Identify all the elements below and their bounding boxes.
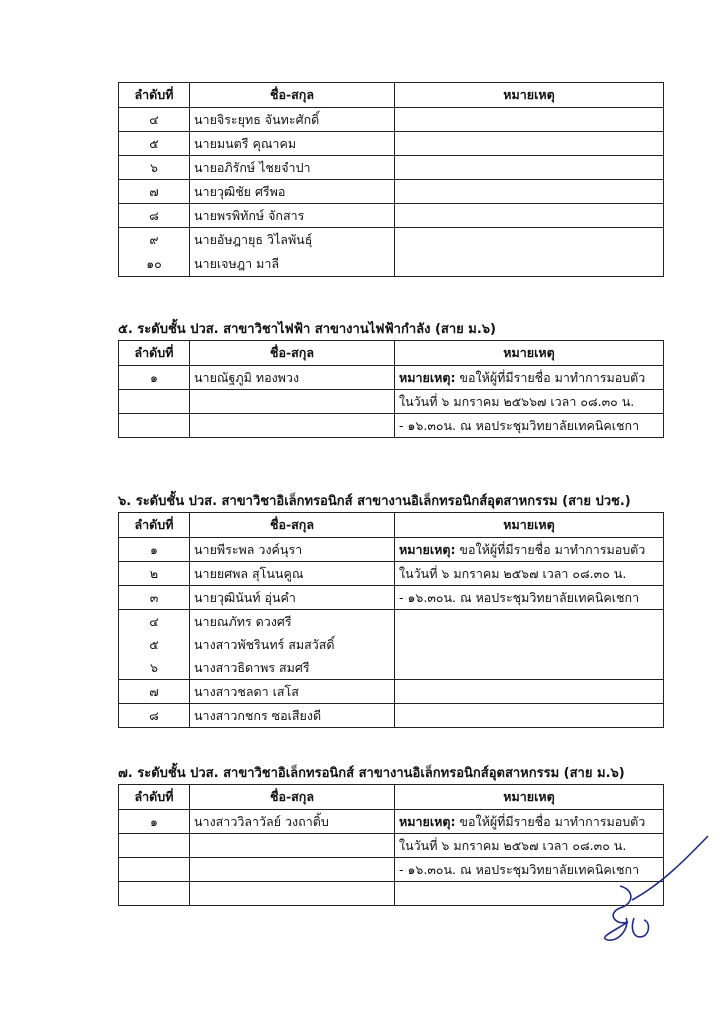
note-line3: - ๑๖.๓๐น. ณ หอประชุมวิทยาลัยเทคนิคเชกา xyxy=(395,414,664,438)
header-note: หมายเหตุ xyxy=(395,83,664,108)
name-cell xyxy=(190,834,395,858)
section6-heading: ๖. ระดับชั้น ปวส. สาขาวิชาอิเล็กทรอนิกส์ สาขางานอิเล็กทรอนิกส์อุตสาหกรรม (สาย ปวช.) xyxy=(118,494,631,509)
table-row xyxy=(119,858,664,882)
header-note: หมายเหตุ xyxy=(395,341,664,366)
header-name: ชื่อ-สกุล xyxy=(190,513,395,538)
table-header-row xyxy=(119,513,664,538)
table-row xyxy=(119,414,664,438)
name-cell: นายเจษฎา มาลี xyxy=(190,252,395,277)
table-row xyxy=(119,834,664,858)
table-header-row xyxy=(119,785,664,810)
name-cell: นายยศพล สุโนนคูณ xyxy=(190,562,395,586)
header-note: หมายเหตุ xyxy=(395,785,664,810)
name-cell: นางสาวพัชรินทร์ สมสวัสดิ์ xyxy=(190,633,395,656)
note-line2: ในวันที่ ๖ มกราคม ๒๕๖๗ เวลา ๐๘.๓๐ น. xyxy=(395,562,664,586)
seq-cell xyxy=(119,414,190,438)
table-row xyxy=(119,882,664,906)
seq-cell: ๑ xyxy=(119,538,190,562)
name-cell: นายมนตรี คุณาคม xyxy=(190,132,395,156)
header-seq: ลำดับที่ xyxy=(119,513,190,538)
seq-cell: ๘ xyxy=(119,204,190,228)
header-name: ชื่อ-สกุล xyxy=(190,341,395,366)
note-cell xyxy=(395,204,664,228)
note-line2: ในวันที่ ๖ มกราคม ๒๕๖๗ เวลา ๐๘.๓๐ น. xyxy=(395,834,664,858)
seq-cell: ๕ xyxy=(119,132,190,156)
table-row xyxy=(119,366,664,390)
table-row xyxy=(119,586,664,610)
name-cell: นางสาววิลาวัลย์ วงถาติ้บ xyxy=(190,810,395,834)
seq-cell: ๒ xyxy=(119,562,190,586)
header-name: ชื่อ-สกุล xyxy=(190,785,395,810)
table-header-row xyxy=(119,83,664,108)
name-cell xyxy=(190,882,395,906)
name-cell: นายวุฒินันท์ อุ่นคำ xyxy=(190,586,395,610)
name-cell: นางสาวกชกร ซอเสียงดี xyxy=(190,704,395,728)
header-note: หมายเหตุ xyxy=(395,513,664,538)
seq-cell: ๘ xyxy=(119,704,190,728)
name-cell: นายจิระยุทธ จันทะศักดิ์ xyxy=(190,108,395,132)
seq-cell xyxy=(119,858,190,882)
name-cell: นายอัษฎายุธ วิไลพันธุ์ xyxy=(190,228,395,253)
note-cell xyxy=(395,228,664,277)
note-cell xyxy=(395,132,664,156)
name-cell: นายวุฒิชัย ศรีพอ xyxy=(190,180,395,204)
table-section7 xyxy=(118,784,664,906)
seq-cell: ๑๐ xyxy=(119,252,190,277)
table-row xyxy=(119,108,664,132)
note-cell xyxy=(395,366,664,390)
note-line1: ขอให้ผู้ที่มีรายชื่อ มาทำการมอบตัว xyxy=(455,541,646,557)
note-cell xyxy=(395,108,664,132)
table-row xyxy=(119,562,664,586)
seq-cell: ๓ xyxy=(119,586,190,610)
header-seq: ลำดับที่ xyxy=(119,83,190,108)
note-line2: ในวันที่ ๖ มกราคม ๒๕๖๖๗ เวลา ๐๘.๓๐ น. xyxy=(395,390,664,414)
note-label: หมายเหตุ: xyxy=(399,369,456,385)
seq-cell: ๑ xyxy=(119,366,190,390)
note-cell xyxy=(395,538,664,562)
header-name: ชื่อ-สกุล xyxy=(190,83,395,108)
note-line1: ขอให้ผู้ที่มีรายชื่อ มาทำการมอบตัว xyxy=(455,369,646,385)
name-cell: นายพรพิทักษ์ จักสาร xyxy=(190,204,395,228)
seq-cell xyxy=(119,390,190,414)
name-cell xyxy=(190,858,395,882)
table-section6 xyxy=(118,512,664,728)
name-cell: นางสาวธิดาพร สมศรี xyxy=(190,656,395,680)
note-line3: - ๑๖.๓๐น. ณ หอประชุมวิทยาลัยเทคนิคเชกา xyxy=(395,586,664,610)
name-cell: นายณัฐภูมิ ทองพวง xyxy=(190,366,395,390)
seq-cell: ๙ xyxy=(119,228,190,253)
name-cell xyxy=(190,414,395,438)
seq-cell: ๖ xyxy=(119,156,190,180)
note-cell xyxy=(395,680,664,704)
seq-cell: ๔ xyxy=(119,108,190,132)
note-line3: - ๑๖.๓๐น. ณ หอประชุมวิทยาลัยเทคนิคเชกา xyxy=(395,858,664,882)
note-cell xyxy=(395,704,664,728)
note-cell xyxy=(395,610,664,680)
table-section4-continued xyxy=(118,82,664,277)
seq-cell xyxy=(119,882,190,906)
note-cell xyxy=(395,156,664,180)
header-seq: ลำดับที่ xyxy=(119,341,190,366)
seq-cell xyxy=(119,834,190,858)
name-cell: นางสาวชลดา เสโส xyxy=(190,680,395,704)
table-row xyxy=(119,680,664,704)
table-row xyxy=(119,156,664,180)
seq-cell: ๕ xyxy=(119,633,190,656)
table-row xyxy=(119,204,664,228)
table-row xyxy=(119,610,664,634)
table-header-row xyxy=(119,341,664,366)
name-cell xyxy=(190,390,395,414)
table-row xyxy=(119,538,664,562)
header-seq: ลำดับที่ xyxy=(119,785,190,810)
section5-heading: ๕. ระดับชั้น ปวส. สาขาวิชาไฟฟ้า สาขางานไฟฟ้ากำลัง (สาย ม.๖) xyxy=(118,322,496,337)
table-row xyxy=(119,390,664,414)
name-cell: นายอภิรักษ์ ไชยจำปา xyxy=(190,156,395,180)
section7-heading: ๗. ระดับชั้น ปวส. สาขาวิชาอิเล็กทรอนิกส์ สาขางานอิเล็กทรอนิกส์อุตสาหกรรม (สาย ม.๖) xyxy=(118,766,625,781)
note-line1: ขอให้ผู้ที่มีรายชื่อ มาทำการมอบตัว xyxy=(455,813,646,829)
seq-cell: ๗ xyxy=(119,680,190,704)
name-cell: นายพีระพล วงค์นุรา xyxy=(190,538,395,562)
name-cell: นายณภัทร ดวงศรี xyxy=(190,610,395,634)
note-label: หมายเหตุ: xyxy=(399,813,456,829)
note-cell xyxy=(395,180,664,204)
table-row xyxy=(119,810,664,834)
table-row xyxy=(119,228,664,253)
table-row xyxy=(119,180,664,204)
table-row xyxy=(119,132,664,156)
table-section5 xyxy=(118,340,664,438)
seq-cell: ๗ xyxy=(119,180,190,204)
handwritten-signature xyxy=(590,830,710,950)
seq-cell: ๑ xyxy=(119,810,190,834)
note-label: หมายเหตุ: xyxy=(399,541,456,557)
table-row xyxy=(119,704,664,728)
seq-cell: ๖ xyxy=(119,656,190,680)
seq-cell: ๔ xyxy=(119,610,190,634)
